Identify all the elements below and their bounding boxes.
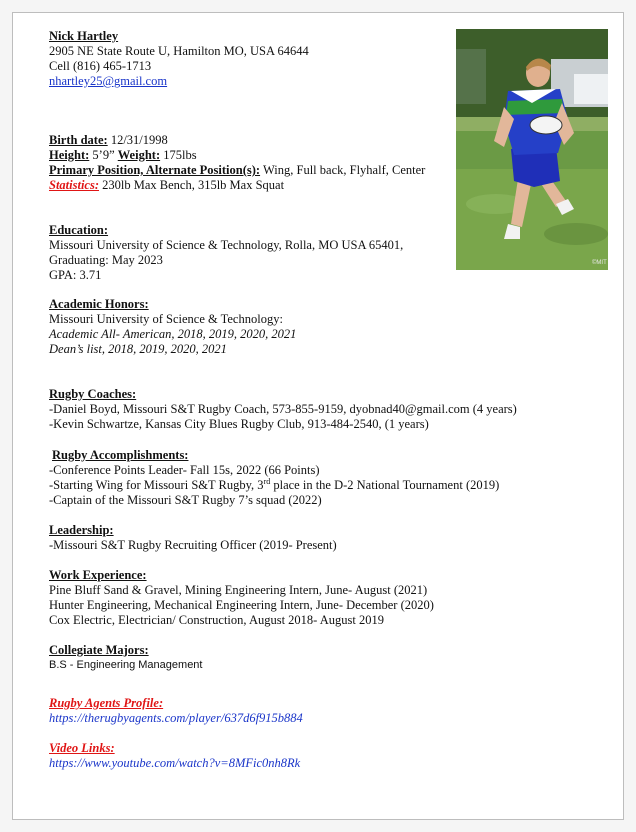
academic-honors-heading: Academic Honors: xyxy=(49,297,149,311)
work-item: Cox Electric, Electrician/ Construction, August 2018- August 2019 xyxy=(49,613,385,627)
leadership-section xyxy=(49,523,337,553)
collegiate-majors-value: B.S - Engineering Management xyxy=(49,659,203,671)
education-heading: Education: xyxy=(49,223,109,237)
education-section xyxy=(49,223,403,283)
honors-all-american: Academic All- American, 2018, 2019, 2020, 2021 xyxy=(49,327,297,341)
height-label: Height: xyxy=(49,148,90,162)
accomplishment-item xyxy=(49,478,499,493)
accomplishment-text: place in the D-2 National Tournament (2019) xyxy=(270,478,500,492)
work-experience-heading: Work Experience: xyxy=(49,568,147,582)
rugby-coaches-section xyxy=(49,387,517,432)
video-link[interactable]: https://www.youtube.com/watch?v=8MFic0nh8Rk xyxy=(49,756,301,770)
accomplishment-item: -Conference Points Leader- Fall 15s, 2022 (66 Points) xyxy=(49,463,320,477)
video-links-section xyxy=(49,741,300,771)
height-weight-row xyxy=(49,148,425,163)
weight-value: 175lbs xyxy=(160,148,197,162)
rugby-agents-link[interactable]: https://therugbyagents.com/player/637d6f915b884 xyxy=(49,711,303,725)
coach-item: -Daniel Boyd, Missouri S&T Rugby Coach, 573-855-9159, dyobnad40@gmail.com (4 years) xyxy=(49,402,517,416)
rugby-accomplishments-heading: Rugby Accomplishments: xyxy=(52,448,189,462)
header-block xyxy=(49,29,309,89)
work-experience-section xyxy=(49,568,434,628)
rugby-agents-section xyxy=(49,696,303,726)
leadership-heading: Leadership: xyxy=(49,523,114,537)
video-links-heading: Video Links: xyxy=(49,741,115,755)
accomplishment-text: -Starting Wing for Missouri S&T Rugby, 3 xyxy=(49,478,264,492)
birth-date-row xyxy=(49,133,425,148)
education-graduating: Graduating: May 2023 xyxy=(49,253,163,267)
weight-label: Weight: xyxy=(117,148,161,162)
photo-watermark: ©MIT xyxy=(592,260,607,266)
collegiate-majors-heading: Collegiate Majors: xyxy=(49,643,149,657)
birth-date-value: 12/31/1998 xyxy=(107,133,168,147)
resume-page xyxy=(12,12,624,820)
position-label: Primary Position, Alternate Position(s): xyxy=(49,163,261,177)
position-value: Wing, Full back, Flyhalf, Center xyxy=(260,163,426,177)
honors-school: Missouri University of Science & Technology: xyxy=(49,312,283,326)
statistics-value: 230lb Max Bench, 315lb Max Squat xyxy=(99,178,285,192)
rugby-agents-heading: Rugby Agents Profile: xyxy=(49,696,164,710)
birth-date-label: Birth date: xyxy=(49,133,108,147)
education-school: Missouri University of Science & Technology, Rolla, MO USA 65401, xyxy=(49,238,404,252)
collegiate-majors-section xyxy=(49,643,202,673)
candidate-address: 2905 NE State Route U, Hamilton MO, USA 64644 xyxy=(49,44,309,58)
leadership-item: -Missouri S&T Rugby Recruiting Officer (2019- Present) xyxy=(49,538,337,552)
academic-honors-section xyxy=(49,297,296,357)
height-value: 5’9” xyxy=(89,148,118,162)
position-row xyxy=(49,163,425,178)
rugby-accomplishments-section xyxy=(49,448,499,508)
candidate-email-link[interactable]: nhartley25@gmail.com xyxy=(49,74,168,88)
rugby-coaches-heading: Rugby Coaches: xyxy=(49,387,137,401)
candidate-name: Nick Hartley xyxy=(49,29,119,43)
rugby-player-photo xyxy=(456,29,608,270)
accomplishment-ordinal: rd xyxy=(263,476,271,486)
honors-deans-list: Dean’s list, 2018, 2019, 2020, 2021 xyxy=(49,342,227,356)
statistics-label: Statistics: xyxy=(49,178,100,192)
statistics-row xyxy=(49,178,425,193)
work-item: Hunter Engineering, Mechanical Engineering Intern, June- December (2020) xyxy=(49,598,434,612)
accomplishment-item: -Captain of the Missouri S&T Rugby 7’s squad (2022) xyxy=(49,493,322,507)
education-gpa: GPA: 3.71 xyxy=(49,268,102,282)
rugby-player-photo-icon xyxy=(456,29,608,270)
candidate-phone: Cell (816) 465-1713 xyxy=(49,59,152,73)
profile-block xyxy=(49,133,425,193)
work-item: Pine Bluff Sand & Gravel, Mining Engineering Intern, June- August (2021) xyxy=(49,583,428,597)
coach-item: -Kevin Schwartze, Kansas City Blues Rugby Club, 913-484-2540, (1 years) xyxy=(49,417,429,431)
